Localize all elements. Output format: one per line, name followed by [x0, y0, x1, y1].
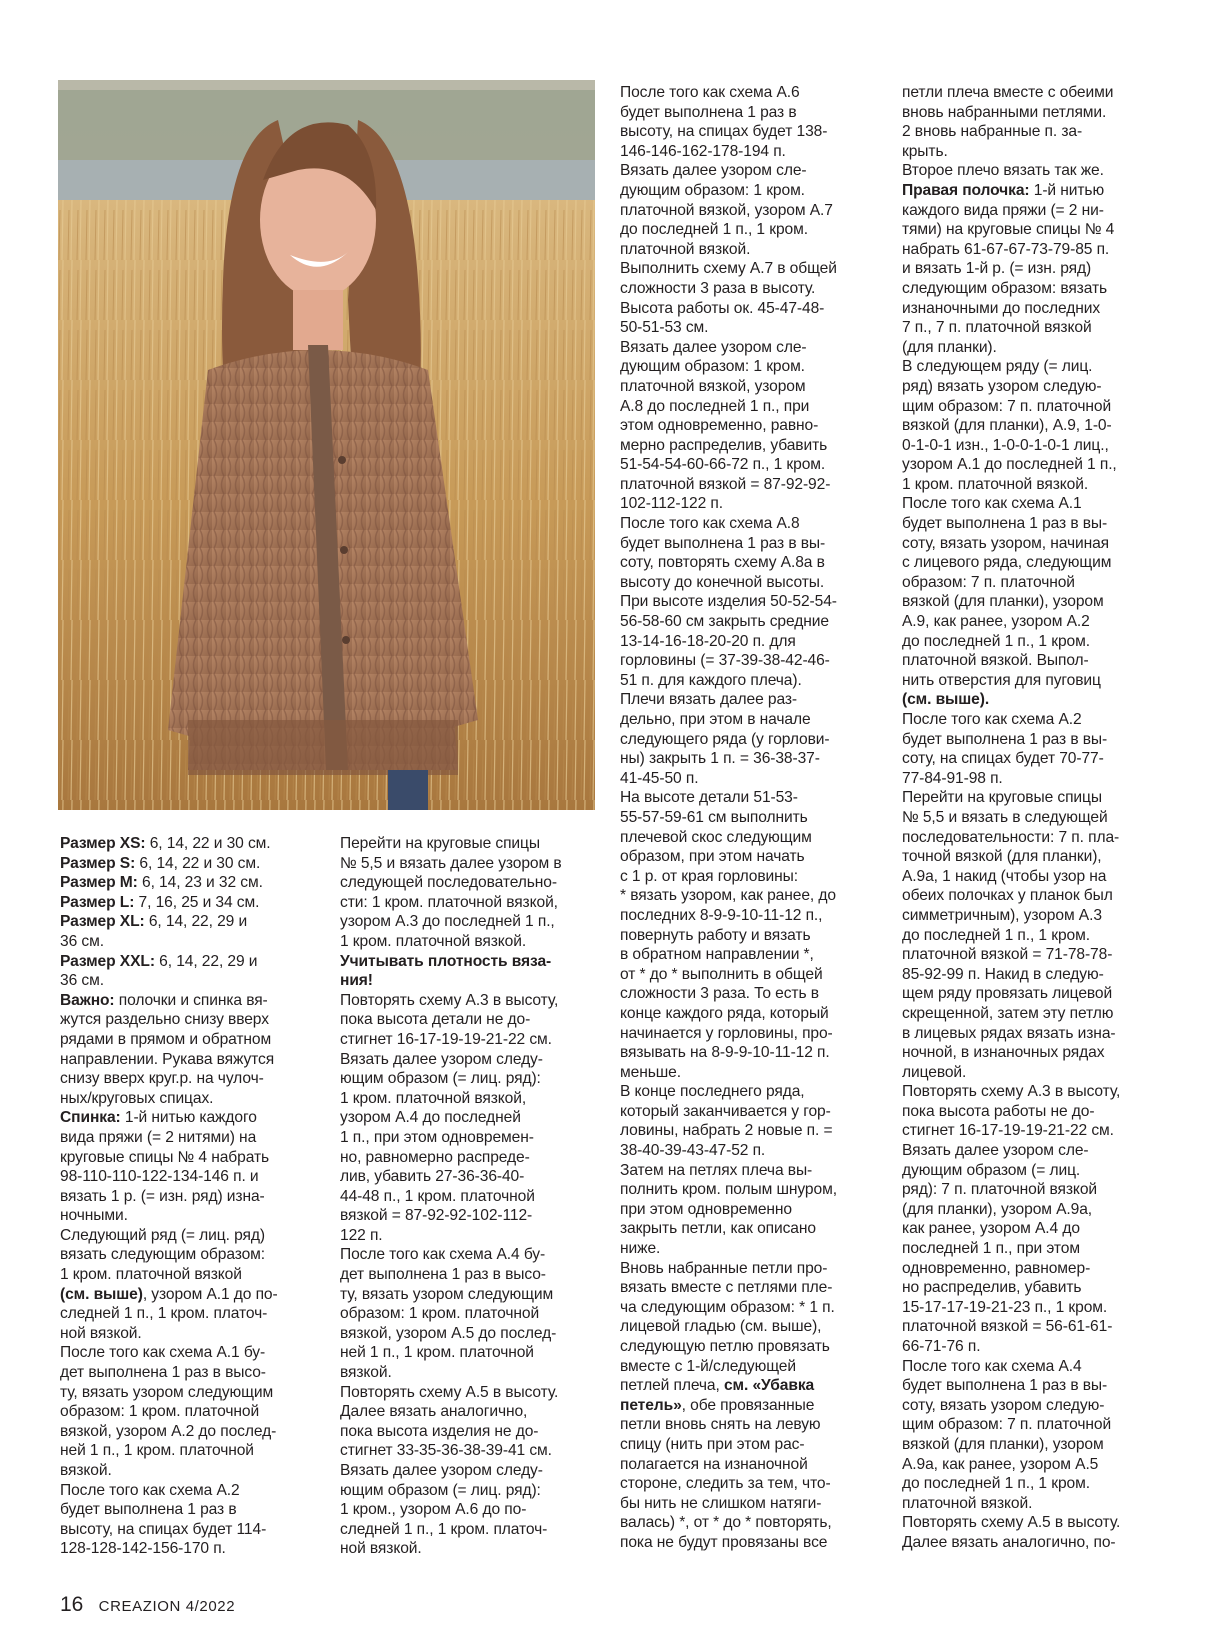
text-run: Следующий ряд (= лиц. ряд) вязать следующим образом: 1 кром. платочной вязкой [60, 1226, 266, 1284]
text-run: После того как схема А.2 будет выполнена 1 раз в высоту, на спицах будет 114- 128-128-142-156-170 п. [60, 1481, 267, 1558]
paragraph [620, 259, 875, 337]
text-column-2 [340, 834, 590, 1559]
page-number: 16 [60, 1593, 84, 1616]
paragraph [620, 83, 875, 259]
paragraph [340, 1383, 590, 1559]
text-column-3 [620, 83, 875, 1553]
photo-illustration [58, 80, 595, 810]
paragraph [60, 1108, 325, 1226]
paragraph [902, 788, 1167, 1082]
paragraph [902, 1513, 1167, 1552]
paragraph [60, 893, 325, 913]
bold-run: Размер XS: [60, 835, 146, 852]
cardigan-model-photo [58, 80, 595, 810]
paragraph [620, 514, 875, 788]
paragraph [60, 1343, 325, 1480]
paragraph [902, 181, 1167, 357]
text-run: Повторять схему А.5 в высоту. Далее вязать аналогично, по- [902, 1514, 1121, 1551]
text-run: После того как схема А.4 будет выполнена 1 раз в вы- соту, вязать узором следую- щим образом: 7 п. платочной вязкой (для планки), узором А.9а, как ранее, узором А.5 до последней 1 п., 1 кром. платочной вязкой. [902, 1357, 1112, 1512]
paragraph [902, 1082, 1167, 1356]
magazine-issue: CREAZION 4/2022 [98, 1598, 236, 1615]
paragraph [340, 1245, 590, 1382]
text-run: , узором А.1 до по- следней 1 п., 1 кром. платоч- ной вязкой. [60, 1285, 278, 1342]
text-column-4 [902, 83, 1167, 1553]
text-run: Перейти на круговые спицы № 5,5 и вязать далее узором в следующей последовательно- сти: 1 кром. платочной вязкой, узором А.3 до последней 1 п., 1 кром. платочной вязкой. [340, 835, 562, 950]
paragraph [60, 912, 325, 951]
bold-run: Размер XL: [60, 913, 145, 931]
paragraph [620, 1259, 875, 1553]
page-footer [60, 1593, 235, 1617]
bold-run: Размер XXL: [60, 952, 155, 970]
text-run: Второе плечо вязать так же. [902, 162, 1104, 180]
bold-run: Важно: [60, 991, 115, 1009]
text-run: 6, 14, 22 и 30 см. [145, 835, 271, 852]
paragraph [60, 873, 325, 893]
paragraph [340, 991, 590, 1246]
paragraph [60, 1481, 325, 1559]
text-run: После того как схема А.1 бу- дет выполнена 1 раз в высо- ту, вязать узором следующим образом: 1 кром. платочной вязкой, узором А.2 до послед- ней 1 п., 1 кром. платочной вязкой. [60, 1344, 277, 1479]
text-column-1 [60, 834, 325, 1559]
text-run: Повторять схему А.3 в высоту, пока высота работы не до- стигнет 16-17-19-19-21-22 см. Вязать далее узором сле- дующим образом (= лиц. ряд): 7 п. платочной вязкой (для планки), узором А.9а, как ранее, узором А.4 до последней 1 п., при этом одновременно, равномер- но распределив, убавить 15-17-17-19-21-23 п., 1 кром. платочной вязкой = 56-61-61- 66-71-76 п. [902, 1083, 1121, 1355]
bold-run: (см. выше) [60, 1285, 143, 1303]
bold-run: Учитывать плотность вяза- ния! [340, 952, 552, 990]
text-run: 6, 14, 22, 29 и 36 см. [60, 913, 248, 950]
paragraph [620, 1161, 875, 1259]
text-run: 6, 14, 22 и 30 см. [135, 854, 261, 872]
text-run: После того как схема А.2 будет выполнена 1 раз в вы- соту, на спицах будет 70-77- 77-84-91-98 п. [902, 711, 1108, 787]
bold-run: Размер L: [60, 893, 135, 911]
paragraph [902, 1357, 1167, 1514]
text-run: 1-й нитью каждого вида пряжи (= 2 ни- тями) на круговые спицы № 4 набрать 61-67-67-73-79-85 п. и вязать 1-й р. (= изн. ряд) следующим образом: вязать изнаночными до последних 7 п., 7 п. платочной вязкой (для планки). [902, 181, 1115, 356]
paragraph [902, 83, 1167, 161]
paragraph [620, 338, 875, 514]
paragraph [620, 1082, 875, 1160]
text-run: 1-й нитью каждого вида пряжи (= 2 нитями) на круговые спицы № 4 набрать 98-110-110-122-134-146 п. и вязать 1 р. (= изн. ряд) изна- ночными. [60, 1109, 270, 1225]
text-run: 6, 14, 23 и 32 см. [137, 874, 263, 892]
paragraph [340, 952, 590, 991]
paragraph [60, 952, 325, 991]
paragraph [340, 834, 590, 952]
text-run: Повторять схему А.3 в высоту, пока высота детали не до- стигнет 16-17-19-19-21-22 см. Вязать далее узором следу- ющим образом (= лиц. ряд): 1 кром. платочной вязкой, узором А.4 до последней 1 п., при этом одновремен- но, равномерно распреде- лив, убавить 27-36-36-40- 44-48 п., 1 кром. платочной вязкой = 87-92-92-102-112- 122 п. [340, 991, 559, 1244]
paragraph [902, 710, 1167, 788]
text-run: На высоте детали 51-53- 55-57-59-61 см выполнить плечевой скос следующим образом, при этом начать с 1 р. от края горловины: * вязать узором, как ранее, до последних 8-9-9-10-11-12 п., повернуть работу и вязать в обратном направлении *, от * до * выполнить в общей сложности 3 раза. То есть в конце каждого ряда, который начинается у горловины, про- вязывать на 8-9-9-10-11-12 п. меньше. [620, 789, 836, 1081]
bold-run: Правая полочка: [902, 181, 1030, 199]
paragraph [60, 854, 325, 874]
text-run: В следующем ряду (= лиц. ряд) вязать узором следую- щим образом: 7 п. платочной вязкой (для планки), А.9, 1-0- 0-1-0-1 изн., 1-0-0-1-0-1 лиц., узором А.1 до последней 1 п., 1 кром. платочной вязкой. [902, 358, 1117, 493]
bold-run: Размер M: [60, 874, 138, 892]
paragraph [902, 357, 1167, 494]
text-run: 7, 16, 25 и 34 см. [134, 893, 260, 911]
text-run: После того как схема А.6 будет выполнена 1 раз в высоту, на спицах будет 138- 146-146-162-178-194 п. Вязать далее узором сле- дующим образом: 1 кром. платочной вязкой, узором А.7 до последней 1 п., 1 кром. платочной вязкой. [620, 84, 833, 258]
paragraph [902, 161, 1167, 181]
bold-run: Размер S: [60, 854, 136, 872]
bold-run: (см. выше). [902, 691, 990, 709]
paragraph [902, 494, 1167, 710]
paragraph [620, 788, 875, 1082]
text-run: Вязать далее узором сле- дующим образом: 1 кром. платочной вязкой, узором А.8 до последней 1 п., при этом одновременно, равно- мерно распределив, убавить 51-54-54-60-66-72 п., 1 кром. платочной вязкой = 87-92-92- 102-112-122 п. [620, 338, 831, 513]
text-run: Затем на петлях плеча вы- полнить кром. полым шнуром, при этом одновременно закрыть петли, как описано ниже. [620, 1161, 837, 1258]
text-run: Выполнить схему А.7 в общей сложности 3 раза в высоту. Высота работы ок. 45-47-48- 50-51-53 см. [620, 260, 837, 337]
text-run: В конце последнего ряда, который заканчивается у гор- ловины, набрать 2 новые п. = 38-40-39-43-47-52 п. [620, 1083, 833, 1160]
text-run: После того как схема А.8 будет выполнена 1 раз в вы- соту, повторять схему А.8а в высоту до конечной высоты. При высоте изделия 50-52-54- 56-58-60 см закрыть средние 13-14-16-18-20-20 п. для горловины (= 37-39-38-42-46- 51 п. для каждого плеча). Плечи вязать далее раз- дельно, при этом в начале следующего ряда (у горлови- ны) закрыть 1 п. = 36-38-37- 41-45-50 п. [620, 515, 837, 787]
paragraph [60, 1226, 325, 1344]
text-run: петли плеча вместе с обеими вновь набранными петлями. 2 вновь набранные п. за- крыть. [902, 84, 1114, 160]
text-run: , обе провязанные петли вновь снять на левую спицу (нить при этом рас- полагается на изнаночной стороне, следить за тем, что- бы нить не слишком натяги- валась) *, от * до * повторять, пока не будут провязаны все [620, 1396, 832, 1551]
bold-run: Спинка: [60, 1109, 121, 1127]
text-run: Вновь набранные петли про- вязать вместе с петлями пле- ча следующим образом: * 1 п. лицевой гладью (см. выше), следующую петлю провязать вместе с 1-й/следующей петлей плеча, [620, 1259, 835, 1395]
paragraph [60, 991, 325, 1109]
bold-run: см. «Убавка петель» [620, 1377, 815, 1414]
text-run: Повторять схему А.5 в высоту. Далее вязать аналогично, пока высота изделия не до- стигнет 33-35-36-38-39-41 см. Вязать далее узором следу- ющим образом (= лиц. ряд): 1 кром., узором А.6 до по- следней 1 п., 1 кром. платоч- ной вязкой. [340, 1383, 559, 1558]
text-run: После того как схема А.1 будет выполнена 1 раз в вы- соту, вязать узором, начиная с лицевого ряда, следующим образом: 7 п. платочной вязкой (для планки), узором А.9, как ранее, узором А.2 до последней 1 п., 1 кром. платочной вязкой. Выпол- нить отверстия для пуговиц [902, 495, 1112, 689]
text-run: полочки и спинка вя- жутся раздельно снизу вверх рядами в прямом и обратном направлении. Рукава вяжутся снизу вверх круг.р. на чулоч- ных/круговых спицах. [60, 991, 275, 1107]
paragraph [60, 834, 325, 854]
text-run: 6, 14, 22, 29 и 36 см. [60, 952, 258, 990]
text-run: После того как схема А.4 бу- дет выполнена 1 раз в высо- ту, вязать узором следующим образом: 1 кром. платочной вязкой, узором А.5 до послед- ней 1 п., 1 кром. платочной вязкой. [340, 1246, 557, 1382]
text-run: Перейти на круговые спицы № 5,5 и вязать в следующей последовательности: 7 п. пла- точной вязкой (для планки), А.9а, 1 накид (чтобы узор на обеих полочках у планок был симметричным), узором А.3 до последней 1 п., 1 кром. платочной вязкой = 71-78-78- 85-92-99 п. Накид в следую- щем ряду провязать лицевой скрещенной, затем эту петлю в лицевых рядах вязать изна- ночной, в изнаночных рядах лицевой. [902, 789, 1120, 1081]
